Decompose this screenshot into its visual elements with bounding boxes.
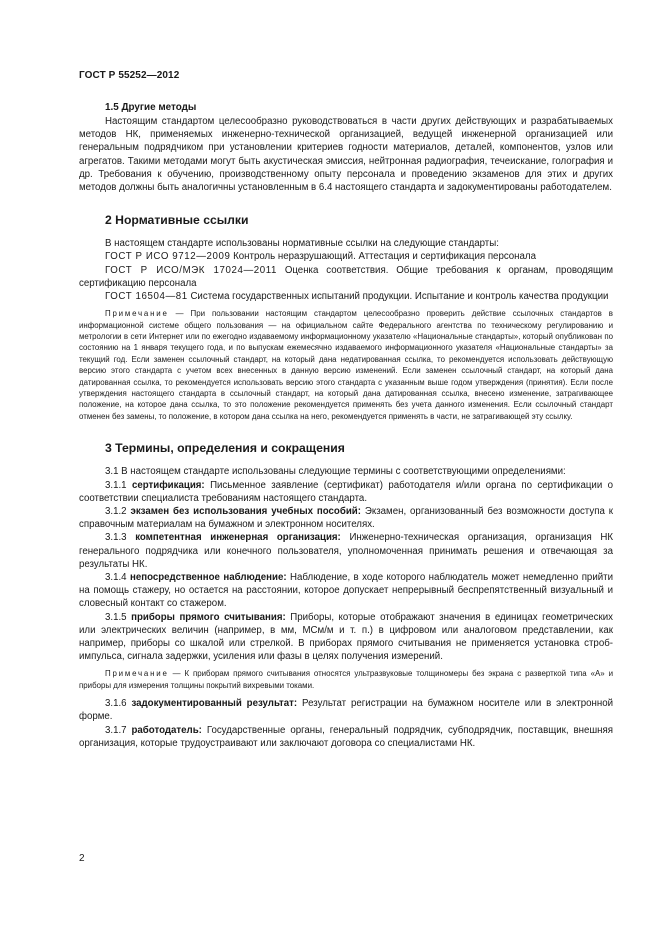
note-text: — При пользовании настоящим стандартом целесообразно проверить действие ссылочных стандартов в информационной системе общего пользования — на официальном сайте Федерального агентства по техническому регулированию и метрологии в сети Интернет или по ежегодно издаваемому информационному указателю «Национальные стандарты», который опубликован по состоянию на 1 января текущего года, и по выпускам ежемесячно издаваемого информационного указателя «Национальные стандарты» за текущий год. Если заменен ссылочный стандарт, на который дана недатированная ссылка, то рекомендуется использовать действующую версию этого стандарта с учетом всех внесенных в данную версию изменений. Если заменен ссылочный стандарт, на который дана датированная ссылка, то рекомендуется использовать версию этого стандарта с указанным выше годом утверждения (принятия). Если после утверждения настоящего стандарта в ссылочный стандарт, на который дана датированная ссылка, внесено изменение, затрагивающее положение, на которое дана ссылка, то это положение рекомендуется применять без учета данного изменения. Если ссылочный стандарт отменен без замены, то положение, в котором дана ссылка на него, рекомендуется применять в части, не затрагивающей эту ссылку. bbox=[79, 309, 613, 421]
term-number: 3.1.6 bbox=[105, 698, 127, 710]
term-number: 3.1.3 bbox=[105, 532, 127, 544]
page-content bbox=[79, 96, 613, 750]
term-number: 3.1.1 bbox=[105, 479, 127, 491]
term-text: Результат регистрации на бумажном носителе или в электронной форме. bbox=[79, 698, 614, 723]
section-1-5-title: 1.5 Другие методы bbox=[105, 102, 197, 113]
note-text: — К приборам прямого считывания относятся ультразвуковые толщиномеры без экрана с разверткой типа «А» и приборы для измерения толщины покрытий вихревыми токами. bbox=[79, 669, 614, 690]
term-definition bbox=[79, 724, 613, 750]
term-text: Приборы, которые отображают значения в единицах геометрических или электрических величин (например, в мм, МСм/м и т. п.) в цифровом или аналоговом представлении, как например, приборы со шкалой или стрелкой. В приборах прямого считывания не применяется установка строб-импульса, сигнала задержки, усиления или фазы в целях получения измерений. bbox=[79, 611, 613, 663]
term-text: Государственные органы, генеральный подрядчик, субподрядчик, поставщик, внешняя организация, которые трудоустраивают или заключают договора со специалистами НК. bbox=[79, 724, 613, 749]
section-3-note bbox=[79, 668, 613, 691]
ref-title: Система государственных испытаний продукции. Испытание и контроль качества продукции bbox=[190, 291, 609, 303]
ref-code: ГОСТ Р ИСО 9712—2009 bbox=[105, 251, 231, 263]
term-definition bbox=[79, 611, 613, 664]
term-name: задокументированный результат: bbox=[131, 698, 298, 710]
section-3-intro: 3.1 В настоящем стандарте использованы следующие термины с соответствующими определениями: bbox=[105, 466, 566, 478]
term-number: 3.1.2 bbox=[105, 505, 127, 517]
term-name: сертификация: bbox=[131, 479, 205, 491]
term-text: Экзамен, организованный без возможности доступа к справочным материалам на бумажном и электронном носителях. bbox=[79, 505, 613, 531]
section-1-5-text: Настоящим стандартом целесообразно руководствоваться в части других действующих и разрабатываемых методов НК, применяемых инженерно-технической организацией, ведущей инженерной организацией или генеральным подрядчиком при установлении критериев годности материалов, деталей, компонентов, узлов или агрегатов. Такими методами могут быть акустическая эмиссия, нейтронная радиография, течеискание, голография и др. Требования к обучению, производственному опыту персонала и проведению экзаменов для этих и других методов должны быть аналогичны установленным в 6.4 настоящего стандарта и задокументированы работодателем. bbox=[79, 116, 613, 194]
ref-title: Оценка соответствия. Общие требования к органам, проводящим сертификацию персонала bbox=[79, 264, 613, 289]
ref-code: ГОСТ Р ИСО/МЭК 17024—2011 bbox=[105, 264, 277, 276]
term-text: Инженерно-техническая организация, организация НК генерального подрядчика или конечного пользователя, уполномоченная принимать решения и отвечающая за результаты НК. bbox=[79, 532, 613, 570]
term-definition bbox=[79, 697, 613, 723]
term-text: Письменное заявление (сертификат) работодателя и/или органа по сертификации о соответствии специалиста требованиям настоящего стандарта. bbox=[79, 479, 613, 504]
term-definition bbox=[79, 531, 613, 571]
term-definition bbox=[79, 479, 613, 505]
term-name: экзамен без использования учебных пособий: bbox=[130, 505, 361, 517]
normative-ref bbox=[79, 264, 613, 290]
section-2-intro: В настоящем стандарте использованы нормативные ссылки на следующие стандарты: bbox=[105, 238, 499, 250]
term-name: непосредственное наблюдение: bbox=[129, 571, 287, 583]
section-3-title: 3 Термины, определения и сокращения bbox=[105, 441, 345, 456]
term-text: Наблюдение, в ходе которого наблюдатель может немедленно прийти на помощь стажеру, но остается на расстоянии, которое допускает непрерывный беспрепятственный визуальный и словесный контакт со стажером. bbox=[79, 571, 613, 610]
normative-ref bbox=[79, 290, 613, 303]
term-number: 3.1.5 bbox=[105, 611, 127, 623]
term-name: работодатель: bbox=[131, 724, 202, 736]
term-definition bbox=[79, 505, 613, 531]
ref-code: ГОСТ 16504—81 bbox=[105, 291, 188, 303]
term-number: 3.1.4 bbox=[105, 571, 127, 583]
term-definition bbox=[79, 571, 613, 611]
term-number: 3.1.7 bbox=[105, 724, 127, 736]
note-label: Примечание bbox=[105, 309, 169, 319]
section-2-title: 2 Нормативные ссылки bbox=[105, 213, 249, 228]
document-header: ГОСТ Р 55252—2012 bbox=[79, 70, 180, 81]
note-label: Примечание bbox=[105, 669, 169, 679]
normative-ref bbox=[79, 250, 613, 263]
term-name: приборы прямого считывания: bbox=[131, 611, 286, 623]
page-number: 2 bbox=[79, 853, 85, 864]
section-2-note bbox=[79, 308, 613, 422]
ref-title: Контроль неразрушающий. Аттестация и сертификация персонала bbox=[233, 251, 536, 263]
term-name: компетентная инженерная организация: bbox=[135, 532, 341, 544]
